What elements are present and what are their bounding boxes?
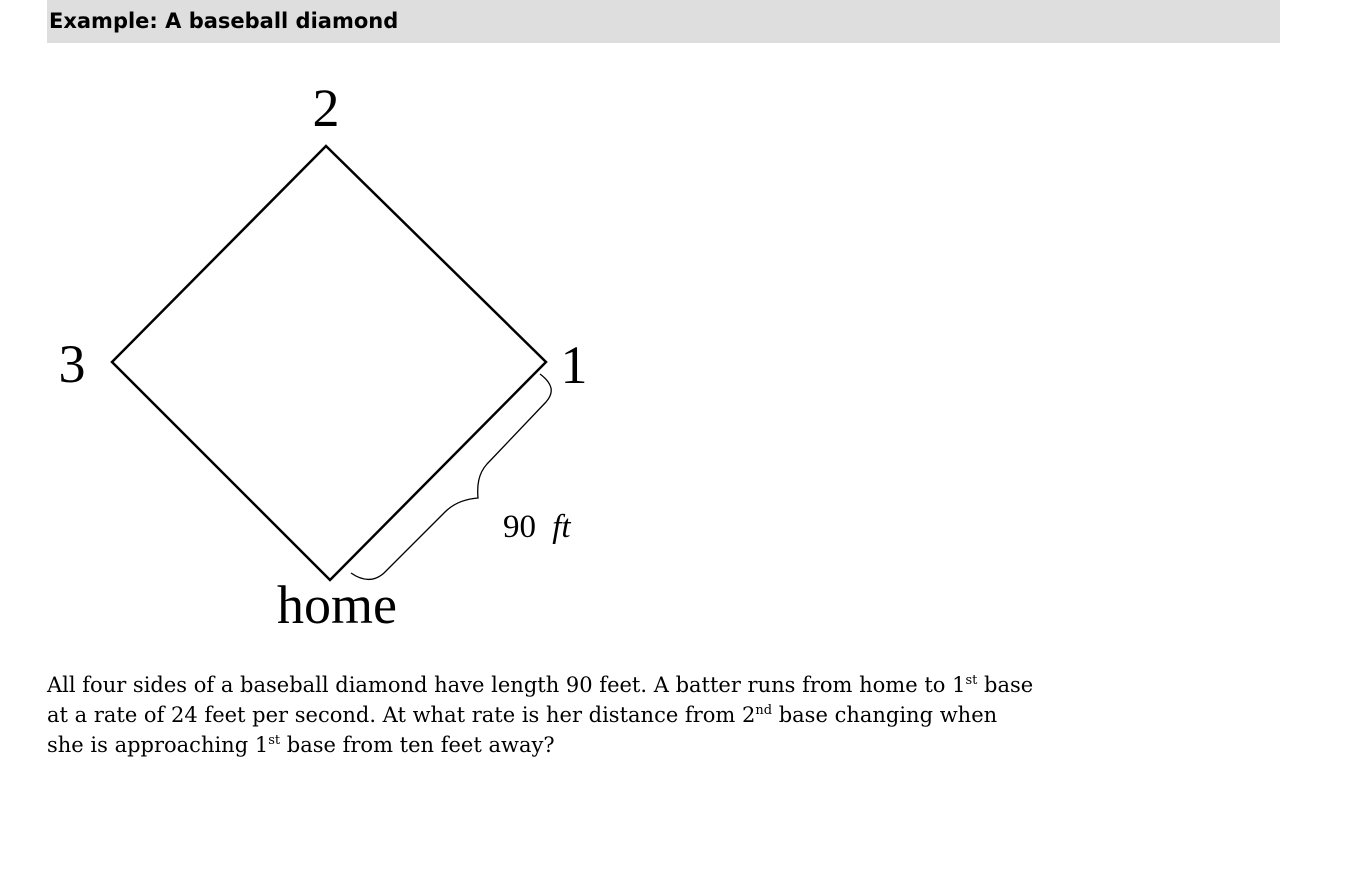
side-length-brace [351,374,551,579]
problem-line-2-tail: base changing when [772,703,998,727]
problem-line-1-text: All four sides of a baseball diamond have length 90 feet. A batter runs from home to 1 [47,673,966,697]
problem-line-1-tail: base [977,673,1034,697]
side-length-label [503,509,571,545]
problem-statement [47,670,1347,760]
ordinal-suffix: st [965,673,978,688]
label-third-base: 3 [58,334,86,394]
problem-line-2-text: at a rate of 24 feet per second. At what rate is her distance from 2 [47,703,756,727]
problem-line-2 [47,700,1347,730]
baseball-diamond-diagram [0,0,700,640]
label-home: home [277,575,397,635]
problem-line-3 [47,730,1347,760]
ordinal-suffix: nd [755,703,773,718]
label-second-base: 2 [312,78,340,138]
label-first-base: 1 [560,335,588,395]
side-length-unit: ft [552,509,571,545]
ordinal-suffix: st [268,733,281,748]
problem-line-1 [47,670,1347,700]
diamond-square [112,146,546,580]
example-title: Example: A baseball diamond [49,9,399,33]
side-length-number: 90 [503,509,536,545]
problem-line-3-tail: base from ten feet away? [280,733,555,757]
problem-line-3-text: she is approaching 1 [47,733,269,757]
